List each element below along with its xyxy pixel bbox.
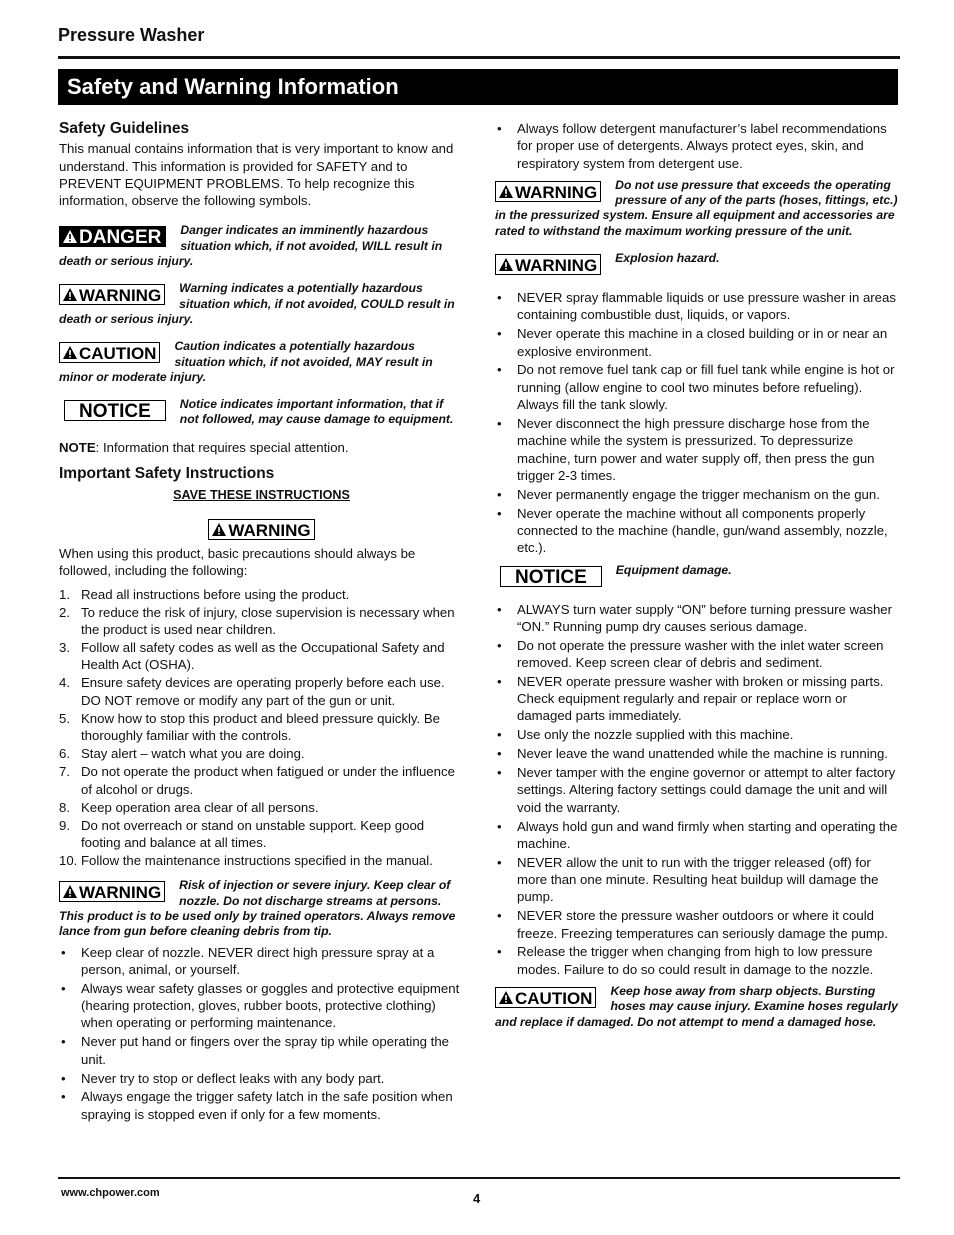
important-safety-heading: Important Safety Instructions	[59, 465, 275, 483]
bullet-item: • NEVER allow the unit to run with the trigger released (off) for more than one minute. Resulting heat buildup will damage the pump.	[495, 854, 900, 906]
footer-rule	[58, 1177, 900, 1179]
right-column	[495, 120, 900, 1030]
list-item-text: Follow the maintenance instructions specified in the manual.	[81, 853, 433, 869]
bullet-item: • NEVER spray flammable liquids or use pressure washer in areas containing combustible dust, liquids, or vapors.	[495, 289, 900, 324]
list-item-number: 4.	[59, 675, 70, 691]
hose-caution-block	[495, 984, 900, 1030]
caution-description: Caution indicates a potentially hazardous situation which, if not avoided, MAY result in minor or moderate injury.	[59, 339, 433, 384]
notice-badge: NOTICE	[500, 566, 602, 587]
list-item	[59, 639, 464, 674]
footer-url: www.chpower.com	[61, 1187, 160, 1199]
warning-badge: WARNING	[59, 881, 165, 902]
bullet-item: • Always wear safety glasses or goggles and protective equipment (hearing protection, gloves, rubber boots, protective clothing) when operating or performing maintenance.	[59, 980, 464, 1032]
alert-triangle-icon	[498, 257, 514, 272]
warning-badge: WARNING	[495, 181, 601, 202]
guidelines-intro: This manual contains information that is very important to know and understand. This information is provided for SAFETY and to PREVENT EQUIPMENT PROBLEMS. To help recognize this information, observe the following symbols.	[59, 141, 454, 209]
list-item-text: Stay alert – watch what you are doing.	[81, 746, 305, 762]
notice-symbol-block	[59, 397, 464, 428]
list-item-text: Do not operate the product when fatigued or under the influence of alcohol or drugs.	[81, 764, 455, 797]
bullet-item: • Never disconnect the high pressure discharge hose from the machine while the system is pressurized. To depressurize machine, turn power and water supply off, then press the gun trigger 2-3 times.	[495, 415, 900, 484]
list-item-text: Follow all safety codes as well as the Occupational Safety and Health Act (OSHA).	[81, 640, 445, 673]
nozzle-safety-bullets	[59, 944, 464, 1123]
bullet-item: • Always engage the trigger safety latch in the safe position when spraying is stopped even if only for a few moments.	[59, 1088, 464, 1123]
warning-badge: WARNING	[59, 284, 165, 305]
warning-badge: WARNING	[208, 519, 314, 540]
list-item	[59, 710, 464, 745]
warning-badge: WARNING	[495, 254, 601, 275]
bullet-item: • Release the trigger when changing from high to low pressure modes. Failure to do so could result in damage to the nozzle.	[495, 943, 900, 978]
bullet-item: • Never permanently engage the trigger mechanism on the gun.	[495, 486, 900, 503]
bullet-item: • Always follow detergent manufacturer’s label recommendations for proper use of detergents. Always protect eyes, skin, and respiratory system from detergent use.	[495, 120, 900, 172]
list-item-text: Keep operation area clear of all persons.	[81, 799, 319, 815]
warning-description: Warning indicates a potentially hazardous situation which, if not avoided, COULD result in death or serious injury.	[59, 281, 455, 326]
list-item	[59, 604, 464, 639]
safety-guidelines-heading: Safety Guidelines	[59, 120, 190, 137]
list-item	[59, 586, 464, 603]
danger-description: Danger indicates an imminently hazardous situation which, if not avoided, WILL result in death or serious injury.	[59, 223, 443, 269]
list-item-number: 5.	[59, 710, 70, 726]
notice-badge: NOTICE	[64, 400, 166, 421]
save-instructions-heading: SAVE THESE INSTRUCTIONS	[173, 488, 350, 503]
explosion-warning-block	[495, 251, 900, 277]
list-item	[59, 817, 464, 852]
list-item	[59, 763, 464, 798]
page-number: 4	[473, 1191, 481, 1206]
bullet-item: • Never put hand or fingers over the spray tip while operating the unit.	[59, 1033, 464, 1068]
alert-triangle-icon	[62, 229, 78, 244]
equipment-notice-text: Equipment damage.	[615, 562, 732, 577]
bullet-item: • Always hold gun and wand firmly when starting and operating the machine.	[495, 818, 900, 853]
list-item-number: 1.	[59, 586, 70, 602]
hose-caution-text: Keep hose away from sharp objects. Bursting hoses may cause injury. Examine hoses regularly and replace if damaged. Do not attempt to mend a damaged hose.	[495, 984, 898, 1029]
list-item-text: Ensure safety devices are operating properly before each use. DO NOT remove or modify any part of the gun or unit.	[81, 675, 445, 708]
warning-badge-center-wrap	[59, 519, 464, 540]
list-item-text: Read all instructions before using the product.	[81, 586, 350, 602]
note-line	[59, 439, 464, 456]
bullet-item: • NEVER operate pressure washer with broken or missing parts. Check equipment regularly and repair or replace worn or damaged parts immediately.	[495, 673, 900, 725]
bullet-item: • Never operate the machine without all components properly connected to the machine (handle, gun/wand assembly, nozzle, etc.).	[495, 505, 900, 557]
note-label: NOTE	[59, 439, 96, 455]
pressure-warning-block	[495, 178, 900, 239]
list-item	[59, 745, 464, 762]
list-item	[59, 852, 464, 869]
bullet-item: • Use only the nozzle supplied with this machine.	[495, 726, 900, 743]
precautions-intro: When using this product, basic precautions should always be followed, including the following:	[59, 545, 416, 579]
numbered-instructions-list	[59, 586, 464, 870]
caution-badge: CAUTION	[495, 987, 596, 1008]
alert-triangle-icon	[498, 184, 514, 199]
alert-triangle-icon	[62, 287, 78, 302]
alert-triangle-icon	[211, 522, 227, 537]
explosion-hazard-bullets	[495, 289, 900, 556]
list-item	[59, 674, 464, 709]
bullet-item: • Never tamper with the engine governor or attempt to alter factory settings. Altering factory settings could damage the unit and will void the warranty.	[495, 764, 900, 816]
list-item-number: 2.	[59, 604, 70, 620]
list-item-number: 10.	[59, 853, 78, 869]
list-item-number: 9.	[59, 817, 70, 833]
alert-triangle-icon	[62, 884, 78, 899]
list-item-text: To reduce the risk of injury, close supervision is necessary when the product is used near children.	[81, 604, 455, 637]
bullet-item: • Never leave the wand unattended while the machine is running.	[495, 745, 900, 762]
bullet-item: • Do not remove fuel tank cap or fill fuel tank while engine is hot or running (allow engine to cool two minutes before refueling). Always fill the tank slowly.	[495, 361, 900, 413]
list-item-number: 6.	[59, 746, 70, 762]
equipment-notice-block	[495, 563, 900, 589]
list-item	[59, 799, 464, 816]
header-product: Pressure Washer	[58, 25, 205, 45]
bullet-item: • ALWAYS turn water supply “ON” before turning pressure washer “ON.” Running pump dry causes serious damage.	[495, 601, 900, 636]
caution-symbol-block	[59, 339, 464, 385]
detergent-bullets	[495, 120, 900, 172]
explosion-warning-text: Explosion hazard.	[615, 251, 720, 266]
bullet-item: • Never operate this machine in a closed building or in or near an explosive environment.	[495, 325, 900, 360]
caution-badge: CAUTION	[59, 342, 160, 363]
injection-warning-text: Risk of injection or severe injury. Keep clear of nozzle. Do not discharge streams at persons. This product is to be used only by trained operators. Always remove lance from gun before cleaning debris from tip.	[59, 878, 456, 939]
note-text: : Information that requires special attention.	[95, 439, 349, 455]
header-rule	[58, 56, 900, 59]
pressure-warning-text: Do not use pressure that exceeds the operating pressure of any of the parts (hoses, fittings, etc.) in the pressurized system. Ensure all equipment and accessories are rated to withstand the maximum working pressure of the unit.	[495, 177, 898, 238]
notice-description: Notice indicates important information, that if not followed, may cause damage to equipment.	[179, 397, 454, 427]
danger-symbol-block	[59, 223, 464, 269]
bullet-item: • Keep clear of nozzle. NEVER direct high pressure spray at a person, animal, or yourself.	[59, 944, 464, 979]
warning-symbol-block	[59, 281, 464, 327]
left-column	[59, 120, 464, 1125]
danger-badge: DANGER	[59, 226, 166, 247]
injection-warning-block	[59, 878, 464, 939]
bullet-item: • NEVER store the pressure washer outdoors or where it could freeze. Freezing temperatures can seriously damage the pump.	[495, 907, 900, 942]
bullet-item: • Never try to stop or deflect leaks with any body part.	[59, 1070, 464, 1087]
list-item-number: 8.	[59, 799, 70, 815]
section-title-bar: Safety and Warning Information	[58, 69, 898, 105]
equipment-damage-bullets	[495, 601, 900, 979]
alert-triangle-icon	[62, 345, 78, 360]
list-item-number: 3.	[59, 640, 70, 656]
alert-triangle-icon	[498, 990, 514, 1005]
list-item-number: 7.	[59, 764, 70, 780]
list-item-text: Do not overreach or stand on unstable support. Keep good footing and balance at all times.	[81, 817, 425, 851]
list-item-text: Know how to stop this product and bleed pressure quickly. Be thoroughly familiar with the controls.	[81, 710, 440, 744]
bullet-item: • Do not operate the pressure washer with the inlet water screen removed. Keep screen clear of debris and sediment.	[495, 637, 900, 672]
